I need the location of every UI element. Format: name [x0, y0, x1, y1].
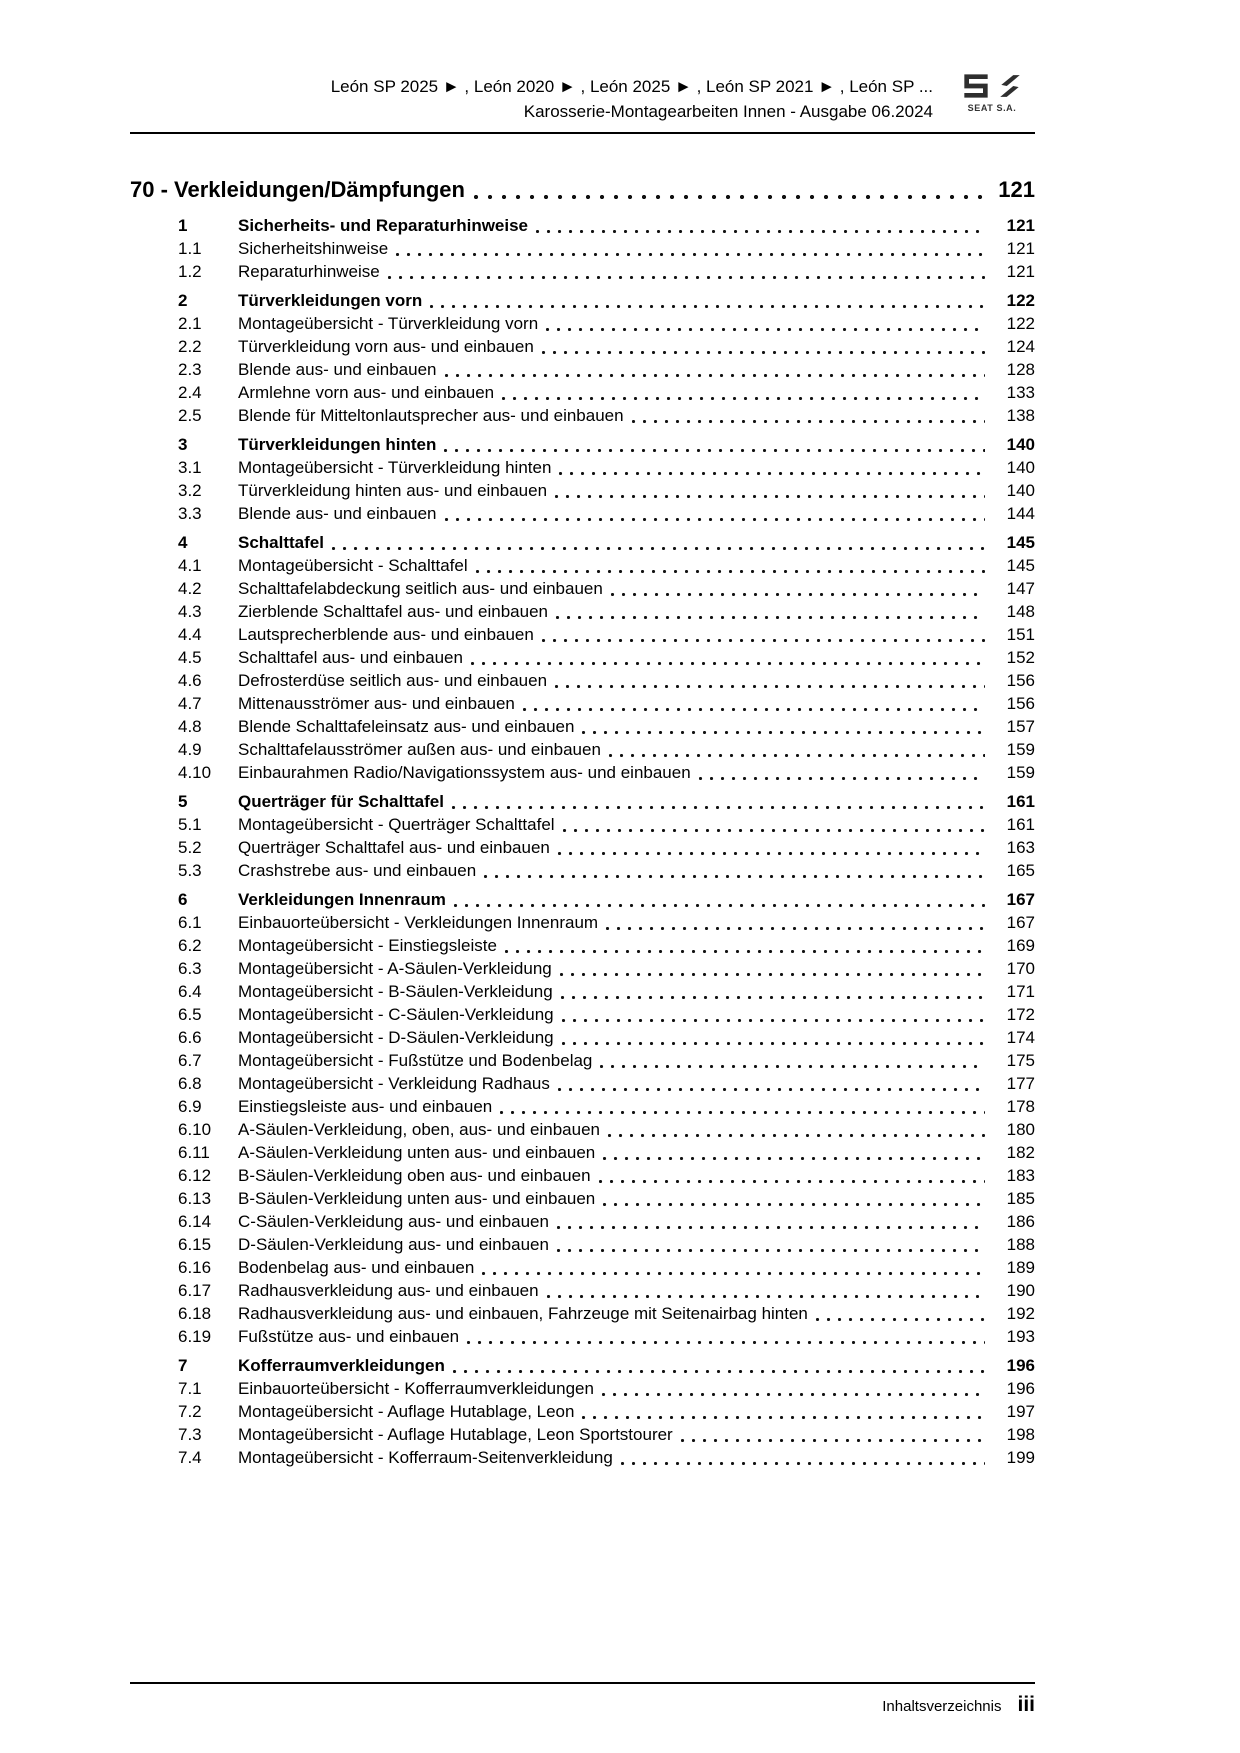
toc-entry-number: 4.1 — [178, 556, 202, 575]
footer-label: Inhaltsverzeichnis — [882, 1698, 1002, 1715]
toc-entry[interactable] — [130, 980, 1035, 1003]
toc-entry-title: Türverkleidung hinten aus- und einbauen — [238, 481, 548, 500]
toc-entry-number: 3.2 — [178, 481, 202, 500]
toc-entry[interactable] — [130, 456, 1035, 479]
toc-entry-number: 2 — [178, 291, 188, 310]
toc-entry-title: Lautsprecherblende aus- und einbauen — [238, 625, 534, 644]
toc-entry-page: 169 — [1006, 936, 1035, 955]
toc-entry-page: 163 — [1006, 838, 1035, 857]
toc-entry-title: Verkleidungen Innenraum — [238, 890, 446, 909]
toc-entry-title: Einbaurahmen Radio/Navigationssystem aus- und einbauen — [238, 763, 691, 782]
toc-entry-number: 6.19 — [178, 1327, 212, 1346]
toc-entry-number: 6.12 — [178, 1166, 212, 1185]
dot-leader — [632, 420, 985, 423]
toc-entry-title: Türverkleidungen vorn — [238, 291, 423, 310]
toc-entry-number: 4.6 — [178, 671, 202, 690]
dot-leader — [430, 305, 985, 308]
dot-leader — [582, 731, 985, 734]
toc-entry-number: 2.2 — [178, 337, 202, 356]
toc-entry-page: 186 — [1006, 1212, 1035, 1231]
toc-entry-page: 185 — [1006, 1189, 1035, 1208]
toc-entry[interactable] — [130, 502, 1035, 525]
toc-entry-number: 6.2 — [178, 936, 202, 955]
toc-entry-page: 147 — [1006, 579, 1035, 598]
toc-entry-title: Mittenausströmer aus- und einbauen — [238, 694, 515, 713]
toc-entry-page: 167 — [1006, 890, 1035, 909]
dot-leader — [453, 1370, 985, 1373]
dot-leader — [558, 1088, 985, 1091]
toc-entry-title: Schalttafelausströmer außen aus- und einbauen — [238, 740, 601, 759]
toc-entry[interactable] — [130, 761, 1035, 784]
toc-entry-page: 182 — [1006, 1143, 1035, 1162]
toc-entry-title: Montageübersicht - Türverkleidung vorn — [238, 314, 539, 333]
toc-entry[interactable] — [130, 1302, 1035, 1325]
dot-leader — [599, 1180, 985, 1183]
toc-list — [130, 214, 1035, 1469]
dot-leader — [558, 852, 985, 855]
toc-entry-page: 122 — [1006, 314, 1035, 333]
toc-entry-title: Radhausverkleidung aus- und einbauen — [238, 1281, 539, 1300]
dot-leader — [396, 253, 985, 256]
toc-entry-number: 2.4 — [178, 383, 202, 402]
toc-entry-number: 6.8 — [178, 1074, 202, 1093]
toc-entry-title: Montageübersicht - Auflage Hutablage, Leon — [238, 1402, 575, 1421]
toc-entry-page: 144 — [1006, 504, 1035, 523]
toc-entry-page: 165 — [1006, 861, 1035, 880]
toc-entry[interactable] — [130, 623, 1035, 646]
dot-leader — [816, 1318, 985, 1321]
toc-entry-page: 189 — [1006, 1258, 1035, 1277]
toc-entry[interactable] — [130, 289, 1035, 312]
toc-entry[interactable] — [130, 1210, 1035, 1233]
toc-entry-title: Montageübersicht - C-Säulen-Verkleidung — [238, 1005, 554, 1024]
toc-entry-number: 4 — [178, 533, 188, 552]
toc-entry-title: Reparaturhinweise — [238, 262, 380, 281]
toc-entry-title: A-Säulen-Verkleidung, oben, aus- und einbauen — [238, 1120, 600, 1139]
toc-entry-page: 140 — [1006, 435, 1035, 454]
toc-entry-number: 2.5 — [178, 406, 202, 425]
toc-entry-page: 159 — [1006, 763, 1035, 782]
toc-entry[interactable] — [130, 957, 1035, 980]
toc-entry-title: Crashstrebe aus- und einbauen — [238, 861, 477, 880]
dot-leader — [559, 472, 985, 475]
toc-entry-number: 5.1 — [178, 815, 202, 834]
dot-leader — [602, 1393, 985, 1396]
toc-entry[interactable] — [130, 1354, 1035, 1377]
dot-leader — [609, 754, 985, 757]
toc-entry[interactable] — [130, 600, 1035, 623]
toc-entry-title: Montageübersicht - A-Säulen-Verkleidung — [238, 959, 552, 978]
dot-leader — [603, 1203, 985, 1206]
toc-entry-number: 1.1 — [178, 239, 202, 258]
toc-entry-number: 7.4 — [178, 1448, 202, 1467]
dot-leader — [445, 518, 986, 521]
toc-entry-title: Montageübersicht - B-Säulen-Verkleidung — [238, 982, 553, 1001]
toc-entry[interactable] — [130, 1003, 1035, 1026]
dot-leader — [547, 1295, 985, 1298]
toc-entry-number: 6.17 — [178, 1281, 212, 1300]
toc-entry-title: Montageübersicht - D-Säulen-Verkleidung — [238, 1028, 554, 1047]
toc-entry[interactable] — [130, 1423, 1035, 1446]
toc-entry-page: 145 — [1006, 533, 1035, 552]
toc-entry-title: Montageübersicht - Einstiegsleiste — [238, 936, 497, 955]
toc-entry[interactable] — [130, 433, 1035, 456]
toc-entry[interactable] — [130, 646, 1035, 669]
dot-leader — [471, 662, 985, 665]
toc-entry-title: C-Säulen-Verkleidung aus- und einbauen — [238, 1212, 549, 1231]
header-edition-line: Karosserie-Montagearbeiten Innen - Ausgabe 06.2024 — [523, 102, 933, 121]
dot-leader — [681, 1439, 985, 1442]
dot-leader — [556, 616, 985, 619]
dot-leader — [454, 904, 985, 907]
toc-entry[interactable] — [130, 1141, 1035, 1164]
toc-entry-number: 4.3 — [178, 602, 202, 621]
toc-entry-number: 6.6 — [178, 1028, 202, 1047]
toc-entry-page: 156 — [1006, 694, 1035, 713]
dot-leader — [388, 276, 985, 279]
toc-entry-page: 183 — [1006, 1166, 1035, 1185]
toc-entry-page: 121 — [1006, 216, 1035, 235]
toc-entry-number: 7.1 — [178, 1379, 202, 1398]
toc-entry[interactable] — [130, 1049, 1035, 1072]
toc-entry-page: 170 — [1006, 959, 1035, 978]
toc-entry[interactable] — [130, 790, 1035, 813]
toc-entry[interactable] — [130, 312, 1035, 335]
toc-entry-page: 122 — [1006, 291, 1035, 310]
toc-entry-page: 124 — [1006, 337, 1035, 356]
toc-entry-title: Armlehne vorn aus- und einbauen — [238, 383, 495, 402]
dot-leader — [606, 927, 985, 930]
toc-entry-title: Einbauorteübersicht - Kofferraumverkleidungen — [238, 1379, 594, 1398]
dot-leader — [332, 547, 985, 550]
dot-leader — [474, 195, 984, 199]
header-models-line: León SP 2025 ► , León 2020 ► , León 2025 ► , León SP 2021 ► , León SP ... — [330, 77, 933, 96]
toc-entry-page: 192 — [1006, 1304, 1035, 1323]
dot-leader — [546, 328, 985, 331]
toc-entry-number: 6.1 — [178, 913, 202, 932]
toc-entry-title: Montageübersicht - Verkleidung Radhaus — [238, 1074, 550, 1093]
toc-entry[interactable] — [130, 738, 1035, 761]
dot-leader — [557, 1249, 985, 1252]
toc-entry[interactable] — [130, 692, 1035, 715]
toc-entry-title: Türverkleidungen hinten — [238, 435, 437, 454]
toc-entry-number: 6.3 — [178, 959, 202, 978]
toc-entry-page: 171 — [1006, 982, 1035, 1001]
toc-entry-number: 3.3 — [178, 504, 202, 523]
page-header — [130, 72, 1035, 124]
seat-emblem-icon — [997, 72, 1023, 100]
toc-entry-page: 152 — [1006, 648, 1035, 667]
toc-entry[interactable] — [130, 531, 1035, 554]
dot-leader — [621, 1462, 985, 1465]
toc-entry-title: D-Säulen-Verkleidung aus- und einbauen — [238, 1235, 549, 1254]
dot-leader — [562, 1019, 985, 1022]
toc-entry-title: Bodenbelag aus- und einbauen — [238, 1258, 475, 1277]
toc-entry[interactable] — [130, 888, 1035, 911]
toc-entry-title: A-Säulen-Verkleidung unten aus- und einbauen — [238, 1143, 596, 1162]
toc-entry-title: Sicherheits- und Reparaturhinweise — [238, 216, 529, 235]
toc-entry[interactable] — [130, 1026, 1035, 1049]
dot-leader — [452, 806, 985, 809]
toc-entry-title: Sicherheitshinweise — [238, 239, 389, 258]
toc-entry-title: Einstiegsleiste aus- und einbauen — [238, 1097, 493, 1116]
toc-entry-title: Türverkleidung vorn aus- und einbauen — [238, 337, 534, 356]
header-rule — [130, 132, 1035, 134]
toc-entry-page: 140 — [1006, 481, 1035, 500]
dot-leader — [555, 495, 985, 498]
toc-entry-number: 7.3 — [178, 1425, 202, 1444]
toc-entry-number: 6.15 — [178, 1235, 212, 1254]
toc-entry-title: Montageübersicht - Türverkleidung hinten — [238, 458, 552, 477]
toc-entry[interactable] — [130, 1377, 1035, 1400]
toc-entry-number: 4.8 — [178, 717, 202, 736]
toc-entry-title: Zierblende Schalttafel aus- und einbauen — [238, 602, 548, 621]
toc-entry[interactable] — [130, 1187, 1035, 1210]
table-of-contents — [130, 176, 1035, 1469]
toc-chapter-row[interactable] — [130, 176, 1035, 204]
dot-leader — [523, 708, 985, 711]
toc-entry-page: 188 — [1006, 1235, 1035, 1254]
toc-entry[interactable] — [130, 715, 1035, 738]
dot-leader — [502, 397, 985, 400]
toc-entry[interactable] — [130, 1233, 1035, 1256]
toc-entry[interactable] — [130, 1279, 1035, 1302]
toc-entry-number: 4.4 — [178, 625, 202, 644]
dot-leader — [600, 1065, 985, 1068]
toc-entry[interactable] — [130, 358, 1035, 381]
toc-entry-page: 140 — [1006, 458, 1035, 477]
toc-entry-page: 133 — [1006, 383, 1035, 402]
toc-entry[interactable] — [130, 669, 1035, 692]
footer-page-number: iii — [1017, 1693, 1035, 1716]
toc-entry[interactable] — [130, 813, 1035, 836]
dot-leader — [542, 351, 985, 354]
toc-entry-number: 1 — [178, 216, 188, 235]
toc-entry[interactable] — [130, 404, 1035, 427]
toc-entry[interactable] — [130, 911, 1035, 934]
dot-leader — [563, 829, 985, 832]
toc-entry-number: 6.11 — [178, 1143, 210, 1162]
toc-entry[interactable] — [130, 381, 1035, 404]
toc-entry[interactable] — [130, 237, 1035, 260]
toc-entry-number: 5.3 — [178, 861, 202, 880]
toc-entry-page: 156 — [1006, 671, 1035, 690]
toc-entry-page: 151 — [1006, 625, 1035, 644]
toc-entry-page: 167 — [1006, 913, 1035, 932]
toc-entry-number: 6.18 — [178, 1304, 212, 1323]
toc-entry-title: Blende Schalttafeleinsatz aus- und einbauen — [238, 717, 575, 736]
toc-entry-title: Schalttafelabdeckung seitlich aus- und einbauen — [238, 579, 603, 598]
toc-entry-page: 178 — [1006, 1097, 1035, 1116]
toc-entry-title: Schalttafel — [238, 533, 324, 552]
toc-entry[interactable] — [130, 859, 1035, 882]
toc-entry-page: 157 — [1006, 717, 1035, 736]
toc-entry-page: 145 — [1006, 556, 1035, 575]
toc-entry-title: Montageübersicht - Auflage Hutablage, Leon Sportstourer — [238, 1425, 673, 1444]
dot-leader — [699, 777, 985, 780]
toc-entry-title: Blende aus- und einbauen — [238, 504, 437, 523]
toc-entry-page: 159 — [1006, 740, 1035, 759]
toc-entry[interactable] — [130, 577, 1035, 600]
toc-entry-number: 4.2 — [178, 579, 202, 598]
toc-entry-number: 7.2 — [178, 1402, 202, 1421]
toc-entry-number: 6.13 — [178, 1189, 212, 1208]
dot-leader — [582, 1416, 985, 1419]
toc-entry-page: 148 — [1006, 602, 1035, 621]
toc-entry[interactable] — [130, 1095, 1035, 1118]
toc-entry[interactable] — [130, 1118, 1035, 1141]
dot-leader — [561, 996, 985, 999]
seat-s-logo-icon — [962, 72, 990, 100]
toc-entry-number: 6.5 — [178, 1005, 202, 1024]
dot-leader — [555, 685, 985, 688]
toc-entry-number: 4.10 — [178, 763, 212, 782]
toc-entry-page: 199 — [1006, 1448, 1035, 1467]
chapter-title: 70 - Verkleidungen/Dämpfungen — [130, 177, 465, 202]
toc-entry-number: 2.3 — [178, 360, 202, 379]
toc-entry-number: 6.10 — [178, 1120, 212, 1139]
toc-entry-number: 1.2 — [178, 262, 202, 281]
toc-entry-page: 172 — [1006, 1005, 1035, 1024]
toc-entry[interactable] — [130, 1072, 1035, 1095]
toc-entry[interactable] — [130, 1325, 1035, 1348]
toc-entry-title: Radhausverkleidung aus- und einbauen, Fahrzeuge mit Seitenairbag hinten — [238, 1304, 808, 1323]
dot-leader — [484, 875, 985, 878]
toc-entry-title: B-Säulen-Verkleidung unten aus- und einbauen — [238, 1189, 596, 1208]
toc-entry-page: 196 — [1006, 1356, 1035, 1375]
toc-entry[interactable] — [130, 335, 1035, 358]
toc-entry[interactable] — [130, 479, 1035, 502]
toc-entry-title: Montageübersicht - Fußstütze und Bodenbelag — [238, 1051, 593, 1070]
toc-entry-number: 5 — [178, 792, 188, 811]
toc-entry-title: Schalttafel aus- und einbauen — [238, 648, 463, 667]
toc-entry[interactable] — [130, 836, 1035, 859]
toc-entry-number: 2.1 — [178, 314, 202, 333]
toc-entry-number: 4.7 — [178, 694, 202, 713]
toc-entry-title: Montageübersicht - Kofferraum-Seitenverkleidung — [238, 1448, 613, 1467]
toc-entry-title: Fußstütze aus- und einbauen — [238, 1327, 460, 1346]
toc-entry-title: Montageübersicht - Querträger Schalttafel — [238, 815, 555, 834]
dot-leader — [444, 449, 985, 452]
toc-entry-page: 198 — [1006, 1425, 1035, 1444]
toc-entry-number: 6.9 — [178, 1097, 202, 1116]
toc-entry-number: 6.7 — [178, 1051, 202, 1070]
toc-entry[interactable] — [130, 1446, 1035, 1469]
toc-entry-page: 197 — [1006, 1402, 1035, 1421]
toc-entry-page: 121 — [1006, 239, 1035, 258]
dot-leader — [608, 1134, 985, 1137]
toc-entry-page: 190 — [1006, 1281, 1035, 1300]
toc-entry[interactable] — [130, 1164, 1035, 1187]
dot-leader — [476, 570, 985, 573]
toc-entry-page: 193 — [1006, 1327, 1035, 1346]
toc-entry-title: Einbauorteübersicht - Verkleidungen Innenraum — [238, 913, 599, 932]
dot-leader — [557, 1226, 985, 1229]
toc-entry-title: Kofferraumverkleidungen — [238, 1356, 445, 1375]
toc-entry-title: Querträger für Schalttafel — [238, 792, 444, 811]
dot-leader — [611, 593, 985, 596]
dot-leader — [603, 1157, 985, 1160]
toc-entry-page: 196 — [1006, 1379, 1035, 1398]
dot-leader — [560, 973, 985, 976]
dot-leader — [445, 374, 986, 377]
toc-entry-number: 5.2 — [178, 838, 202, 857]
seat-logo-block — [949, 72, 1035, 113]
toc-entry-title: Defrosterdüse seitlich aus- und einbauen — [238, 671, 548, 690]
toc-entry-number: 4.9 — [178, 740, 202, 759]
dot-leader — [482, 1272, 985, 1275]
toc-entry[interactable] — [130, 260, 1035, 283]
page-footer — [130, 1682, 1035, 1717]
toc-entry-title: Blende für Mitteltonlautsprecher aus- und einbauen — [238, 406, 624, 425]
dot-leader — [500, 1111, 985, 1114]
toc-entry-title: Querträger Schalttafel aus- und einbauen — [238, 838, 550, 857]
toc-entry-title: Montageübersicht - Schalttafel — [238, 556, 468, 575]
toc-entry-number: 7 — [178, 1356, 188, 1375]
dot-leader — [505, 950, 985, 953]
toc-entry-page: 128 — [1006, 360, 1035, 379]
toc-entry-title: B-Säulen-Verkleidung oben aus- und einbauen — [238, 1166, 591, 1185]
dot-leader — [467, 1341, 985, 1344]
toc-entry-page: 161 — [1006, 815, 1035, 834]
toc-entry-page: 174 — [1006, 1028, 1035, 1047]
toc-entry[interactable] — [130, 214, 1035, 237]
toc-entry-page: 177 — [1006, 1074, 1035, 1093]
toc-entry-number: 3 — [178, 435, 188, 454]
toc-entry-number: 6.14 — [178, 1212, 212, 1231]
dot-leader — [536, 230, 985, 233]
toc-entry-number: 6 — [178, 890, 188, 909]
toc-entry-page: 180 — [1006, 1120, 1035, 1139]
toc-entry[interactable] — [130, 1256, 1035, 1279]
toc-entry-page: 161 — [1006, 792, 1035, 811]
toc-entry-number: 4.5 — [178, 648, 202, 667]
toc-entry-page: 121 — [1006, 262, 1035, 281]
toc-entry[interactable] — [130, 1400, 1035, 1423]
toc-entry-page: 138 — [1006, 406, 1035, 425]
dot-leader — [542, 639, 985, 642]
toc-entry[interactable] — [130, 934, 1035, 957]
toc-entry-number: 6.16 — [178, 1258, 212, 1277]
toc-entry-number: 3.1 — [178, 458, 202, 477]
chapter-page-number: 121 — [998, 177, 1035, 202]
toc-entry-number: 6.4 — [178, 982, 202, 1001]
header-text-block — [130, 72, 949, 124]
toc-entry-title: Blende aus- und einbauen — [238, 360, 437, 379]
toc-entry-page: 175 — [1006, 1051, 1035, 1070]
toc-entry[interactable] — [130, 554, 1035, 577]
dot-leader — [562, 1042, 985, 1045]
seat-logo-caption: SEAT S.A. — [967, 103, 1017, 113]
